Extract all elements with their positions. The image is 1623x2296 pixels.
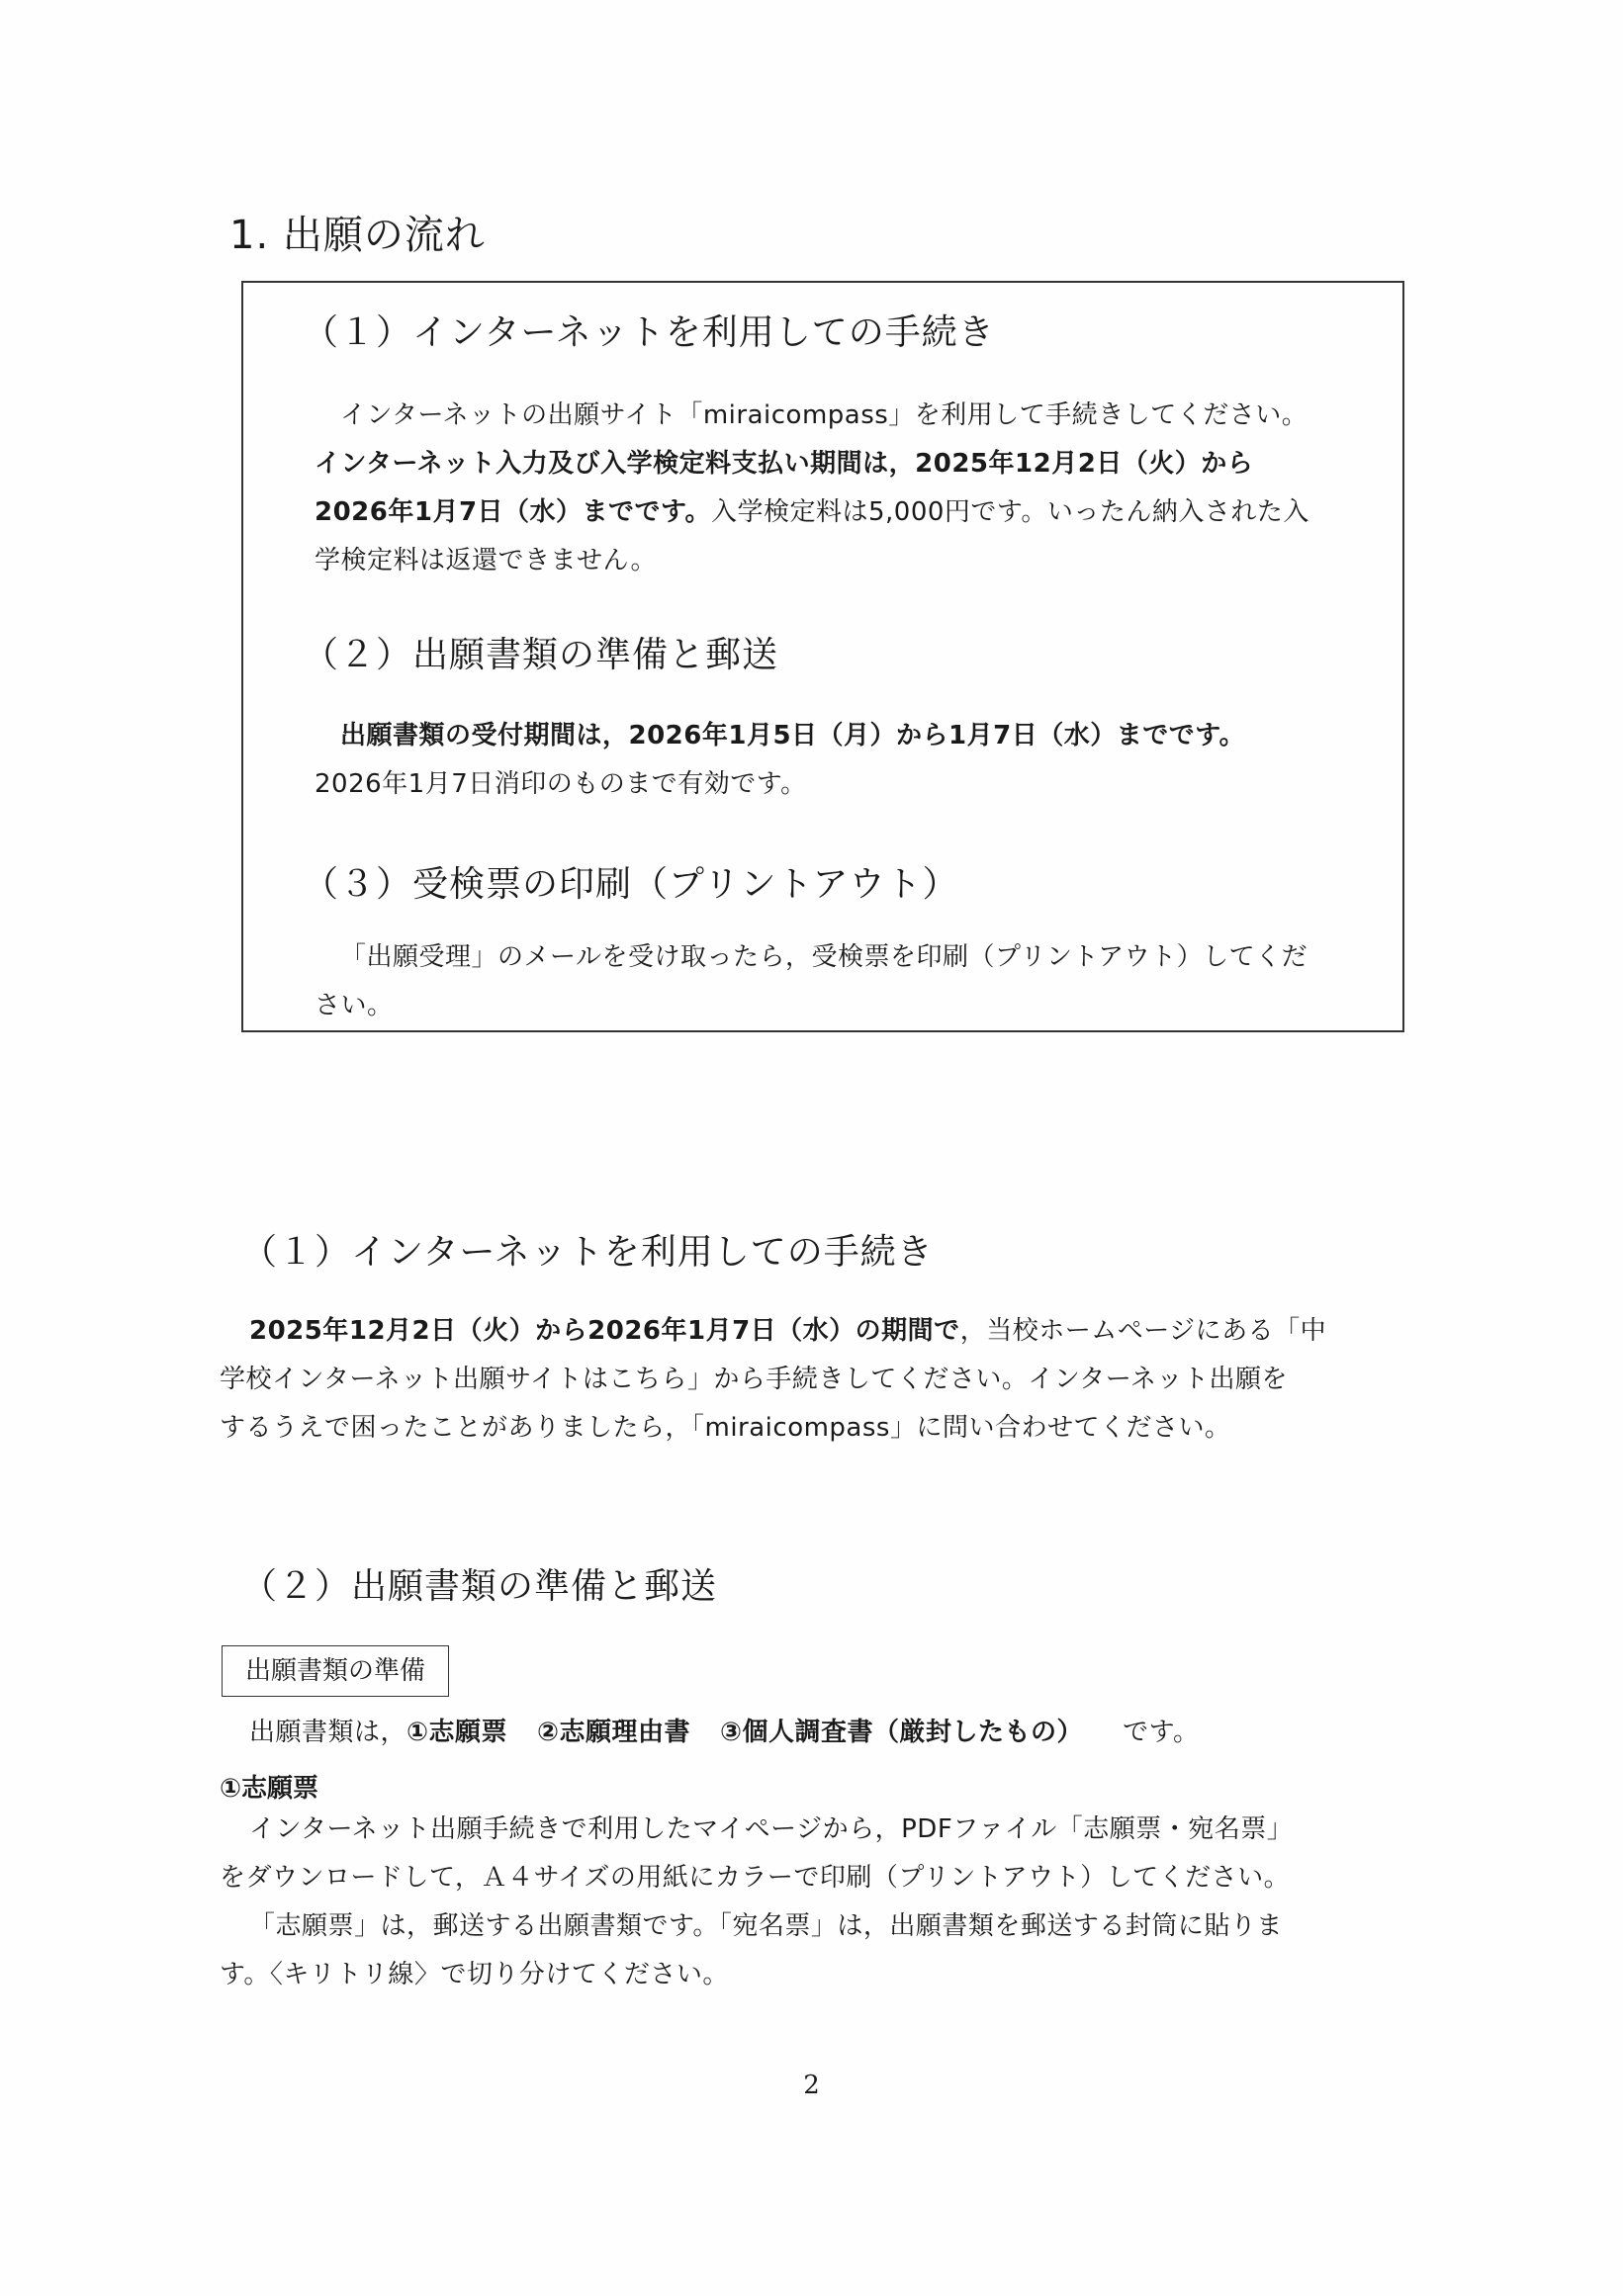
box-internet-line-2 bbox=[315, 440, 1309, 488]
box-internet-line-1: インターネットの出願サイト「miraicompass」を利用して手続きしてください。 bbox=[340, 400, 1308, 430]
docs-section-heading: （２）出願書類の準備と郵送 bbox=[241, 1566, 718, 1607]
section-title: 1. 出願の流れ bbox=[229, 213, 486, 258]
box-heading-print: （３）受検票の印刷（プリントアウト） bbox=[303, 864, 959, 905]
box-docs-line-2: 2026年1月7日消印のものまで有効です。 bbox=[315, 769, 807, 799]
internet-section-line-1 bbox=[220, 1307, 1326, 1356]
internet-section-line-3: するうえで困ったことがありましたら，「miraicompass」に問い合わせてください。 bbox=[220, 1413, 1231, 1443]
box-internet-period-end: 2026年1月7日（水）までです。 bbox=[315, 497, 711, 527]
box-docs-line-1 bbox=[315, 712, 1245, 760]
internet-section-line-1-rest: ，当校ホームページにある「中 bbox=[959, 1316, 1327, 1346]
box-print-text bbox=[315, 933, 1307, 1030]
internet-section-text bbox=[220, 1307, 1326, 1453]
application-form-line-1: インターネット出願手続きで利用したマイページから，PDFファイル「志願票・宛名票」 bbox=[249, 1814, 1294, 1844]
docs-intro-pre: 出願書類は， bbox=[249, 1718, 407, 1747]
box-docs-text bbox=[315, 712, 1245, 809]
box-docs-period: 出願書類の受付期間は，2026年1月5日（月）から1月7日（水）までです。 bbox=[340, 721, 1246, 751]
box-print-line-2: さい。 bbox=[315, 991, 394, 1020]
page-number: 2 bbox=[803, 2071, 820, 2100]
docs-item-2: ②志願理由書 bbox=[537, 1718, 691, 1747]
box-heading-docs: （２）出願書類の準備と郵送 bbox=[303, 635, 779, 675]
application-form-subheading: ①志願票 bbox=[220, 1774, 319, 1804]
box-internet-period: インターネット入力及び入学検定料支払い期間は，2025年12月2日（火）から bbox=[315, 449, 1254, 479]
application-form-line-2: をダウンロードして，Ａ４サイズの用紙にカラーで印刷（プリントアウト）してください。 bbox=[220, 1863, 1291, 1893]
summary-box bbox=[241, 281, 1404, 1032]
docs-intro-line bbox=[249, 1709, 1199, 1757]
docs-preparation-tag: 出願書類の準備 bbox=[222, 1645, 449, 1697]
box-print-line-1: 「出願受理」のメールを受け取ったら，受検票を印刷（プリントアウト）してくだ bbox=[340, 942, 1308, 972]
box-internet-fee: 入学検定料は5,000円です。いったん納入された入 bbox=[710, 497, 1309, 527]
docs-item-1: ①志願票 bbox=[406, 1718, 508, 1747]
internet-section-period: 2025年12月2日（火）から2026年1月7日（水）の期間で bbox=[249, 1316, 960, 1346]
box-internet-line-4: 学検定料は返還できません。 bbox=[315, 546, 658, 575]
docs-intro bbox=[249, 1709, 1199, 1757]
application-form-line-4: す。〈キリトリ線〉で切り分けてください。 bbox=[220, 1960, 729, 1989]
box-internet-text bbox=[315, 392, 1309, 585]
box-internet-line-3 bbox=[315, 488, 1309, 537]
docs-item-3: ③個人調査書（厳封したもの） bbox=[720, 1718, 1084, 1747]
box-heading-internet: （１）インターネットを利用しての手続き bbox=[303, 312, 995, 353]
application-form-text bbox=[220, 1806, 1293, 1999]
internet-section-line-2: 学校インターネット出願サイトはこちら」から手続きしてください。インターネット出願を bbox=[220, 1365, 1289, 1394]
application-form-line-3: 「志願票」は，郵送する出願書類です。「宛名票」は，出願書類を郵送する封筒に貼りま bbox=[249, 1911, 1283, 1941]
internet-section-heading: （１）インターネットを利用しての手続き bbox=[241, 1232, 934, 1273]
docs-intro-post: です。 bbox=[1123, 1718, 1200, 1747]
